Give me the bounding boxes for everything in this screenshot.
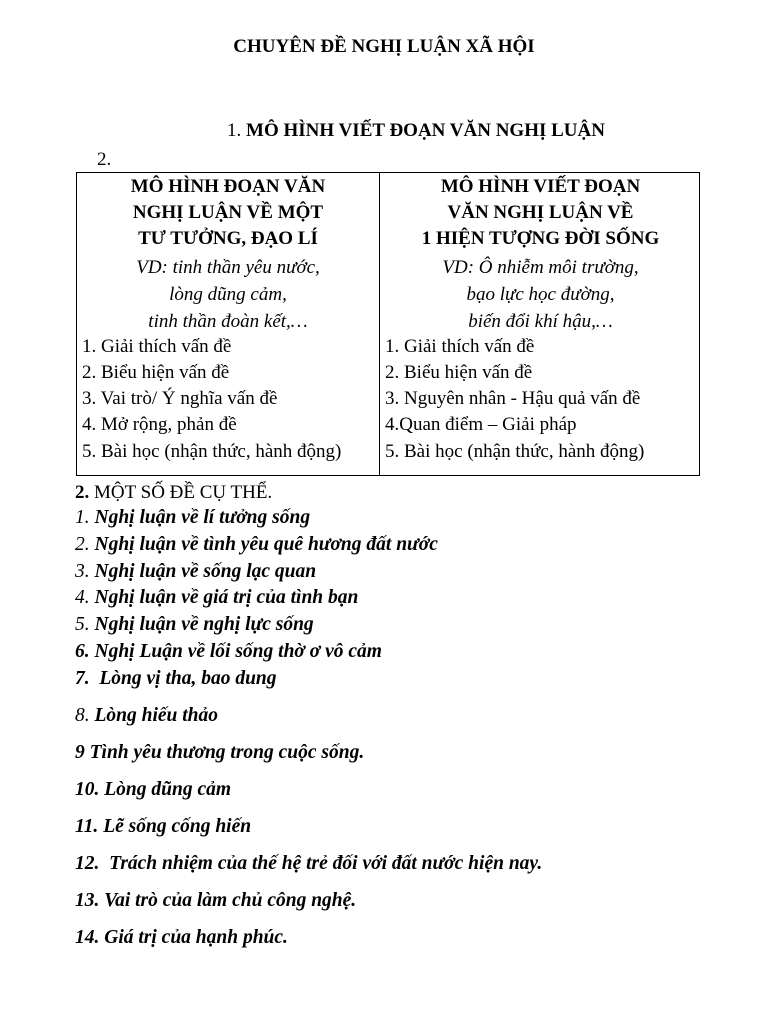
topic-item-14 (75, 927, 288, 949)
topic-text: Nghị Luận về lối sống thờ ơ vô cảm (94, 641, 382, 662)
topic-number: 11. (75, 816, 99, 837)
topic-number: 5. (75, 614, 90, 635)
left-heading-line-2: NGHỊ LUẬN VỀ MỘT (132, 202, 324, 223)
topic-item-5 (75, 614, 314, 636)
topic-item-7 (75, 668, 277, 690)
right-heading-line-2: VĂN NGHỊ LUẬN VỀ (447, 202, 634, 223)
topic-number: 3. (75, 561, 90, 582)
topic-number: 14. (75, 927, 100, 948)
topic-text: Vai trò của làm chủ công nghệ. (104, 890, 357, 911)
right-example-line-2: bạo lực học đường, (466, 284, 615, 305)
topic-item-10 (75, 779, 231, 801)
topic-item-4 (75, 587, 358, 609)
right-example-line-1: VD: Ô nhiễm môi trường, (442, 257, 639, 278)
topic-item-13 (75, 890, 356, 912)
topic-text: Nghị luận về nghị lực sống (94, 614, 314, 635)
left-step-5: 5. Bài học (nhận thức, hành động) (82, 441, 342, 462)
section-1-heading (0, 120, 768, 142)
topic-text: Lòng hiếu thảo (94, 705, 219, 726)
topic-text: Lòng dũng cảm (104, 779, 232, 800)
model-comparison-table (76, 172, 700, 476)
section-2-label: MỘT SỐ ĐỀ CỤ THỂ. (94, 482, 273, 503)
topic-item-1 (75, 507, 310, 529)
topic-text: Tình yêu thương trong cuộc sống. (89, 742, 365, 763)
topic-number: 12. (75, 853, 100, 874)
left-step-1: 1. Giải thích vấn đề (82, 336, 232, 357)
topic-item-11 (75, 816, 251, 838)
left-heading-line-3: TƯ TƯỞNG, ĐẠO LÍ (138, 228, 318, 249)
topic-text: Nghị luận về tình yêu quê hương đất nước (94, 534, 438, 555)
topic-number: 10. (75, 779, 100, 800)
section-1-number: 1. (227, 120, 242, 141)
right-heading-line-3: 1 HIỆN TƯỢNG ĐỜI SỐNG (421, 228, 660, 249)
topic-item-3 (75, 561, 316, 583)
right-step-1: 1. Giải thích vấn đề (385, 336, 535, 357)
section-1-sub-number: 2. (97, 149, 112, 170)
right-step-5: 5. Bài học (nhận thức, hành động) (385, 441, 645, 462)
topic-item-12 (75, 853, 542, 875)
topic-number: 2. (75, 534, 90, 555)
left-step-4: 4. Mở rộng, phản đề (82, 414, 237, 435)
section-2-number: 2. (75, 482, 90, 503)
topic-text: Nghị luận về giá trị của tình bạn (94, 587, 359, 608)
topic-number: 6. (75, 641, 90, 662)
topic-text: Giá trị của hạnh phúc. (104, 927, 288, 948)
section-2-heading (75, 482, 272, 504)
right-step-2: 2. Biểu hiện vấn đề (385, 362, 533, 383)
topic-number: 9 (75, 742, 85, 763)
right-heading-line-1: MÔ HÌNH VIẾT ĐOẠN (440, 176, 641, 197)
topic-text: Trách nhiệm của thế hệ trẻ đối với đất nước hiện nay. (109, 853, 543, 874)
right-example-line-3: biến đổi khí hậu,… (468, 311, 613, 332)
topic-number: 1. (75, 507, 90, 528)
left-example-line-3: tinh thần đoàn kết,… (148, 311, 308, 332)
topic-item-6 (75, 641, 382, 663)
right-step-4: 4.Quan điểm – Giải pháp (385, 414, 577, 435)
left-heading-line-1: MÔ HÌNH ĐOẠN VĂN (130, 176, 326, 197)
document-title: CHUYÊN ĐỀ NGHỊ LUẬN XÃ HỘI (233, 36, 535, 57)
topic-text: Nghị luận về lí tưởng sống (94, 507, 311, 528)
left-step-3: 3. Vai trò/ Ý nghĩa vấn đề (82, 388, 278, 409)
section-1-label: MÔ HÌNH VIẾT ĐOẠN VĂN NGHỊ LUẬN (246, 120, 605, 141)
topic-item-8 (75, 705, 218, 727)
left-example-line-1: VD: tinh thần yêu nước, (136, 257, 320, 278)
topic-item-9 (75, 742, 364, 764)
topic-text: Nghị luận về sống lạc quan (94, 561, 317, 582)
topic-text: Lẽ sống cống hiến (103, 816, 252, 837)
topic-text: Lòng vị tha, bao dung (99, 668, 277, 689)
topic-number: 8. (75, 705, 90, 726)
left-example-line-2: lòng dũng cảm, (169, 284, 287, 305)
topic-number: 7. (75, 668, 90, 689)
left-step-2: 2. Biểu hiện vấn đề (82, 362, 230, 383)
right-step-3: 3. Nguyên nhân - Hậu quả vấn đề (385, 388, 641, 409)
topic-item-2 (75, 534, 438, 556)
topic-number: 4. (75, 587, 90, 608)
topic-number: 13. (75, 890, 100, 911)
